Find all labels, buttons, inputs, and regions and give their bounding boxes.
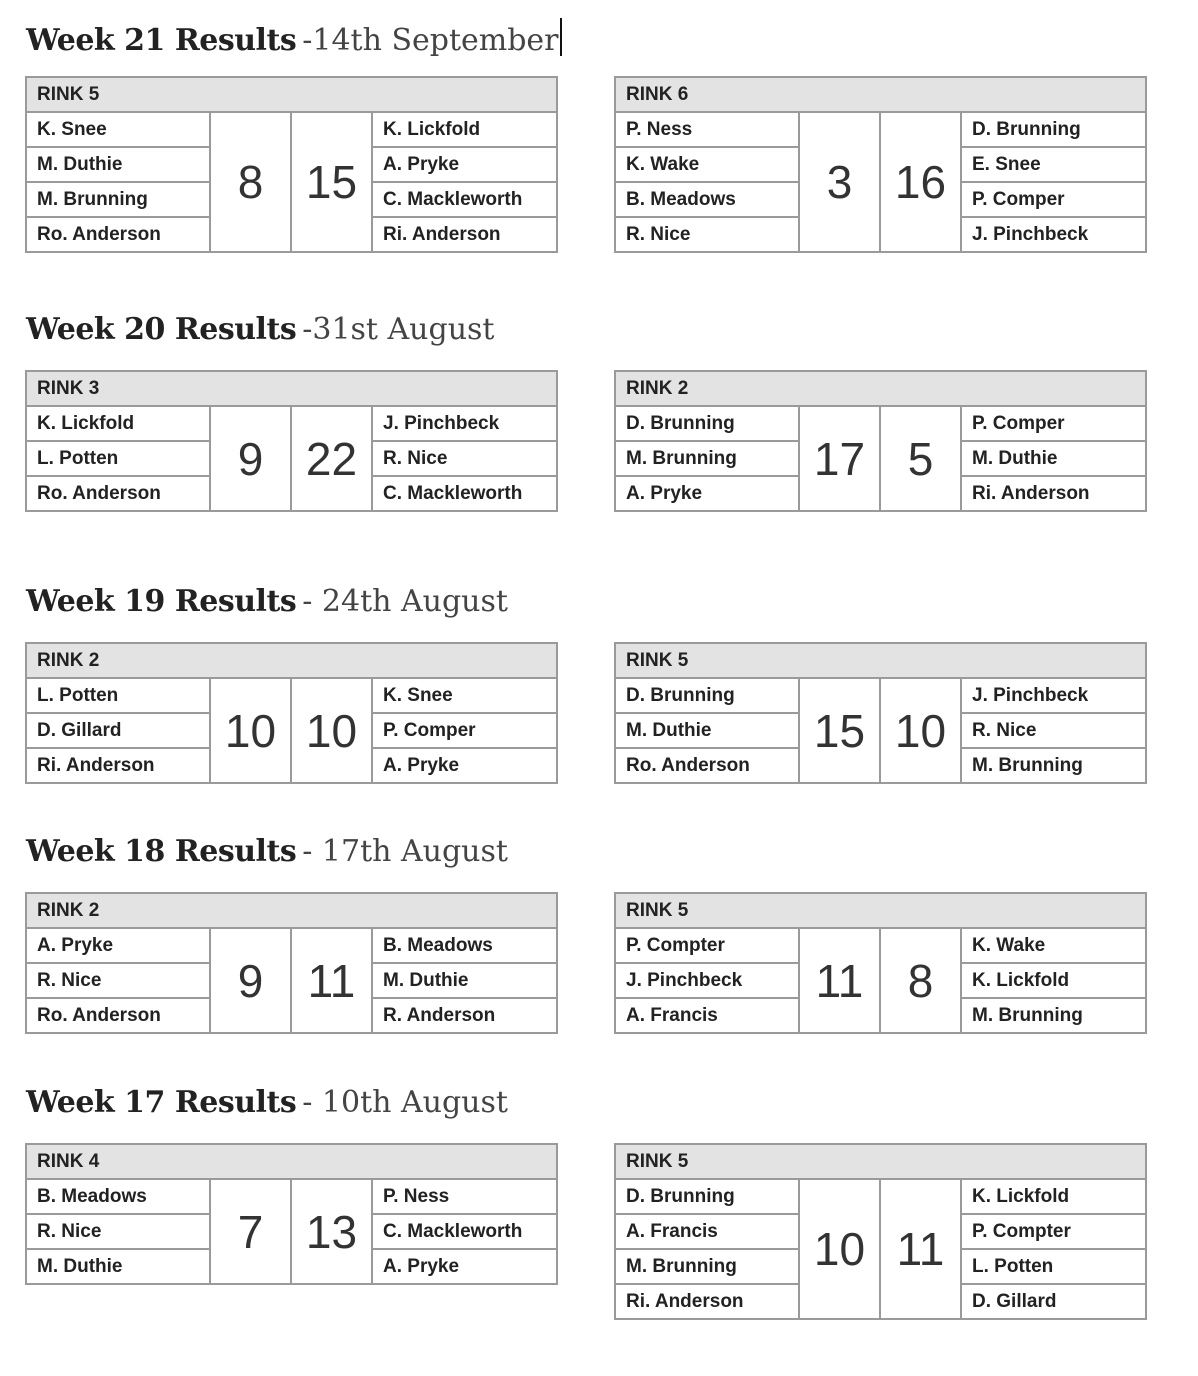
player-name: M. Brunning [961,748,1146,783]
player-name: M. Duthie [26,147,210,182]
rink-table [614,370,1147,512]
score-right: 10 [880,678,961,783]
player-name: Ro. Anderson [26,476,210,511]
score-left: 15 [799,678,880,783]
player-name: Ri. Anderson [26,748,210,783]
week-date: -14th September [302,23,559,58]
player-name: A. Pryke [615,476,799,511]
player-name: C. Mackleworth [372,1214,557,1249]
player-name: B. Meadows [372,928,557,963]
rink-label: RINK 4 [26,1144,557,1179]
player-name: R. Nice [26,963,210,998]
player-name: K. Lickfold [26,406,210,441]
player-name: A. Francis [615,1214,799,1249]
rink-label: RINK 2 [26,893,557,928]
player-name: Ri. Anderson [372,217,557,252]
score-right: 11 [291,928,372,1033]
score-left: 17 [799,406,880,511]
week-heading [26,584,508,619]
rink-table [25,76,558,253]
player-name: A. Francis [615,998,799,1033]
rink-table [614,1143,1147,1320]
rink-table [614,892,1147,1034]
week-title: Week 19 Results [26,584,297,619]
player-name: R. Nice [372,441,557,476]
player-name: D. Gillard [26,713,210,748]
player-name: M. Brunning [615,441,799,476]
week-title: Week 21 Results [26,23,297,58]
week-date: - 24th August [302,584,508,619]
score-left: 7 [210,1179,291,1284]
player-name: K. Snee [26,112,210,147]
text-cursor [560,18,562,56]
player-name: Ro. Anderson [26,217,210,252]
player-name: D. Brunning [615,678,799,713]
player-name: K. Snee [372,678,557,713]
score-left: 10 [799,1179,880,1319]
rink-label: RINK 2 [26,643,557,678]
player-name: D. Gillard [961,1284,1146,1319]
player-name: R. Anderson [372,998,557,1033]
week-title: Week 17 Results [26,1085,297,1120]
player-name: K. Lickfold [372,112,557,147]
player-name: R. Nice [961,713,1146,748]
player-name: P. Ness [372,1179,557,1214]
player-name: C. Mackleworth [372,182,557,217]
score-right: 22 [291,406,372,511]
player-name: M. Duthie [961,441,1146,476]
player-name: Ro. Anderson [26,998,210,1033]
score-left: 9 [210,928,291,1033]
player-name: P. Compter [961,1214,1146,1249]
player-name: P. Ness [615,112,799,147]
rink-label: RINK 5 [615,643,1146,678]
player-name: Ri. Anderson [615,1284,799,1319]
player-name: J. Pinchbeck [615,963,799,998]
week-heading [26,1085,508,1120]
week-date: -31st August [302,312,495,347]
rink-table [25,1143,558,1285]
player-name: B. Meadows [26,1179,210,1214]
week-date: - 17th August [302,834,508,869]
week-title: Week 20 Results [26,312,297,347]
player-name: M. Duthie [26,1249,210,1284]
score-right: 15 [291,112,372,252]
week-heading [26,834,508,869]
score-left: 8 [210,112,291,252]
rink-label: RINK 5 [615,1144,1146,1179]
player-name: P. Comper [372,713,557,748]
player-name: E. Snee [961,147,1146,182]
player-name: A. Pryke [26,928,210,963]
player-name: L. Potten [26,441,210,476]
player-name: A. Pryke [372,147,557,182]
score-left: 10 [210,678,291,783]
player-name: K. Lickfold [961,1179,1146,1214]
rink-label: RINK 5 [26,77,557,112]
rink-table [614,642,1147,784]
player-name: M. Duthie [615,713,799,748]
player-name: K. Lickfold [961,963,1146,998]
player-name: C. Mackleworth [372,476,557,511]
player-name: M. Duthie [372,963,557,998]
score-left: 11 [799,928,880,1033]
player-name: R. Nice [615,217,799,252]
score-right: 16 [880,112,961,252]
player-name: J. Pinchbeck [961,217,1146,252]
week-title: Week 18 Results [26,834,297,869]
score-right: 11 [880,1179,961,1319]
rink-table [25,370,558,512]
player-name: J. Pinchbeck [961,678,1146,713]
player-name: D. Brunning [961,112,1146,147]
score-right: 13 [291,1179,372,1284]
player-name: K. Wake [615,147,799,182]
score-left: 3 [799,112,880,252]
player-name: P. Compter [615,928,799,963]
score-left: 9 [210,406,291,511]
rink-table [614,76,1147,253]
player-name: P. Comper [961,406,1146,441]
player-name: M. Brunning [26,182,210,217]
player-name: A. Pryke [372,748,557,783]
rink-label: RINK 6 [615,77,1146,112]
player-name: K. Wake [961,928,1146,963]
rink-label: RINK 5 [615,893,1146,928]
week-heading [26,312,494,347]
rink-table [25,642,558,784]
week-date: - 10th August [302,1085,508,1120]
score-right: 10 [291,678,372,783]
player-name: P. Comper [961,182,1146,217]
player-name: A. Pryke [372,1249,557,1284]
score-right: 8 [880,928,961,1033]
rink-label: RINK 3 [26,371,557,406]
score-right: 5 [880,406,961,511]
player-name: R. Nice [26,1214,210,1249]
player-name: L. Potten [26,678,210,713]
rink-table [25,892,558,1034]
player-name: D. Brunning [615,406,799,441]
player-name: J. Pinchbeck [372,406,557,441]
player-name: M. Brunning [961,998,1146,1033]
week-heading [26,18,562,58]
player-name: Ri. Anderson [961,476,1146,511]
player-name: Ro. Anderson [615,748,799,783]
player-name: M. Brunning [615,1249,799,1284]
player-name: D. Brunning [615,1179,799,1214]
player-name: L. Potten [961,1249,1146,1284]
rink-label: RINK 2 [615,371,1146,406]
player-name: B. Meadows [615,182,799,217]
